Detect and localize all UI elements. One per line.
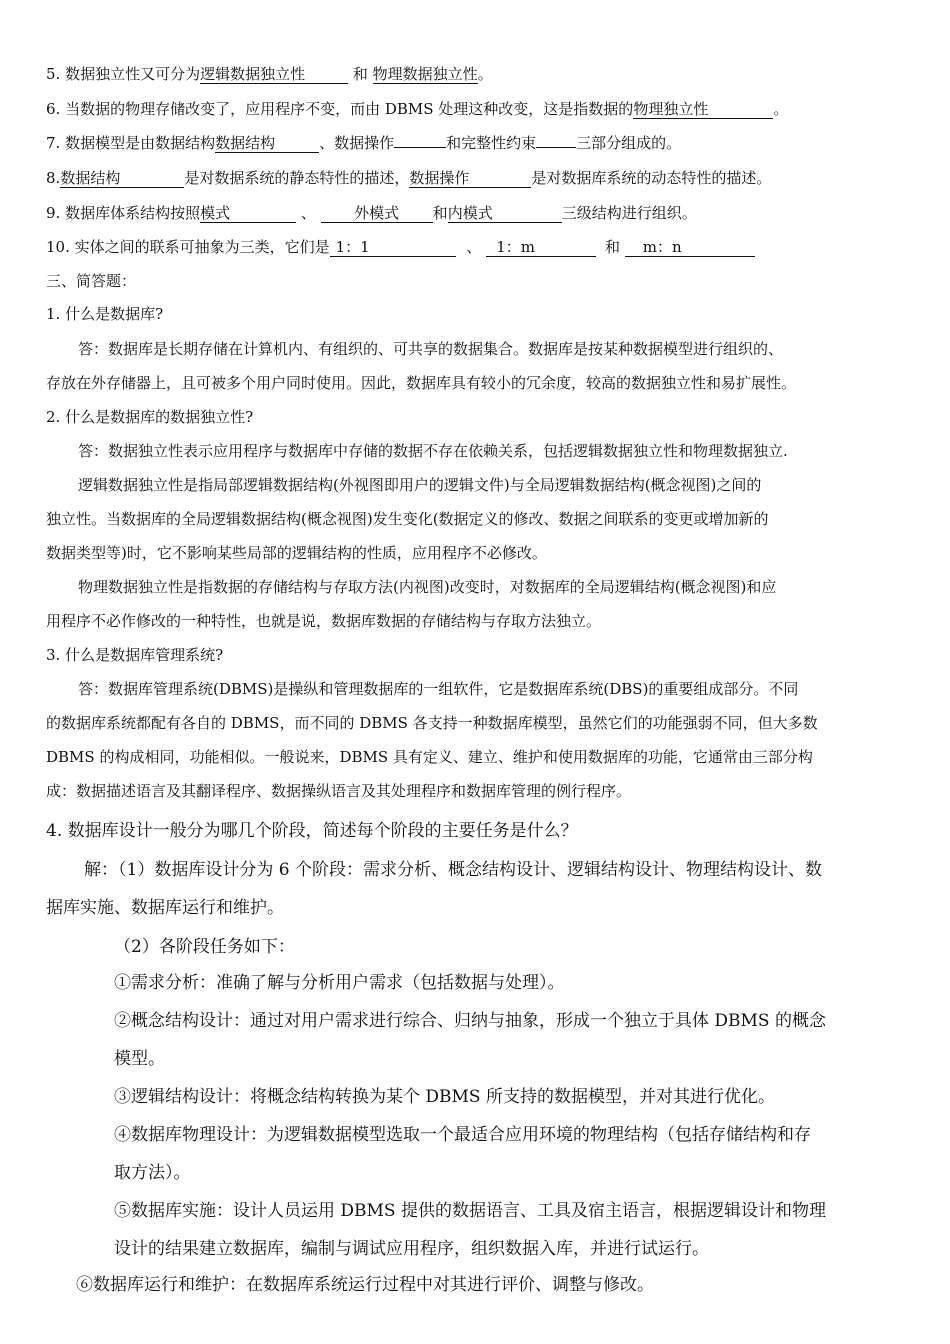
answer-blank: 外模式 [321, 204, 433, 223]
answer-line: 物理数据独立性是指数据的存储结构与存取方法(内视图)改变时，对数据库的全局逻辑结构(概念视图)和应 [78, 578, 777, 596]
question-text: 、 [300, 204, 316, 222]
answer-blank: 数据结构 [215, 134, 319, 153]
answer-blank: 物理数据独立性 [372, 65, 478, 83]
answer-blank: 内模式 [448, 204, 562, 223]
answer-blank: 1：1 [330, 238, 456, 257]
list-item: ⑤数据库实施：设计人员运用 DBMS 提供的数据语言、工具及宿主语言，根据逻辑设计和物理 [114, 1201, 826, 1221]
question-4: 4. 数据库设计一般分为哪几个阶段，简述每个阶段的主要任务是什么？ [46, 821, 578, 841]
question-text: 7. 数据模型是由数据结构 [46, 134, 216, 152]
question-text: 是对数据系统的静态特性的描述， [184, 169, 410, 187]
answer-line: 答：数据库是长期存储在计算机内、有组织的、可共享的数据集合。数据库是按某种数据模型进行组织的、 [78, 340, 784, 358]
section-heading: 三、简答题： [46, 272, 137, 290]
answer-line: 答：数据库管理系统(DBMS)是操纵和管理数据库的一组软件，它是数据库系统(DBS)的重要组成部分。不同 [78, 680, 799, 698]
answer-blank: 数据结构 [60, 169, 184, 188]
answer-line: 的数据库系统都配有各自的 DBMS，而不同的 DBMS 各支持一种数据库模型，虽然它们的功能强弱不同，但大多数 [46, 714, 818, 732]
fill-question-5 [46, 63, 493, 84]
answer-line: 据库实施、数据库运行和维护。 [46, 898, 284, 918]
answer-line: DBMS 的构成相同，功能相似。一般说来，DBMS 具有定义、建立、维护和使用数据库的功能，它通常由三部分构 [46, 748, 813, 766]
answer-line: 数据类型等)时，它不影响某些局部的逻辑结构的性质，应用程序不必修改。 [46, 544, 547, 562]
question-text: 8. [46, 169, 61, 187]
question-text: 。 [773, 100, 789, 118]
answer-line: 成：数据描述语言及其翻译程序、数据操纵语言及其处理程序和数据库管理的例行程序。 [46, 782, 632, 800]
answer-line: 存放在外存储器上，且可被多个用户同时使用。因此，数据库具有较小的冗余度，较高的数据独立性和易扩展性。 [46, 374, 797, 392]
list-item: 取方法）。 [114, 1163, 191, 1183]
answer-line: 逻辑数据独立性是指局部逻辑数据结构(外视图即用户的逻辑文件)与全局逻辑数据结构(概念视图)之间的 [78, 476, 762, 494]
fill-question-9 [46, 202, 697, 223]
list-item: ⑥数据库运行和维护：在数据库系统运行过程中对其进行评价、调整与修改。 [76, 1275, 654, 1295]
answer-blank: 数据操作 [409, 169, 531, 188]
fill-question-8 [46, 167, 771, 188]
answer-line: 解：（1）数据库设计分为 6 个阶段：需求分析、概念结构设计、逻辑结构设计、物理结构设计、数 [84, 860, 822, 880]
subheading: （2）各阶段任务如下： [114, 937, 295, 957]
answer-blank: 物理独立性 [633, 100, 773, 119]
question-text: 和 [432, 204, 448, 222]
question-text: 、数据操作 [319, 134, 395, 152]
answer-blank: 逻辑数据独立性 [200, 65, 348, 84]
question-text: 是对数据库系统的动态特性的描述。 [531, 169, 772, 187]
question-text: 和 [352, 65, 368, 83]
fill-question-7 [46, 132, 681, 153]
list-item: ③逻辑结构设计：将概念结构转换为某个 DBMS 所支持的数据模型，并对其进行优化。 [114, 1087, 775, 1107]
answer-blank: m：n [625, 238, 755, 257]
list-item: 设计的结果建立数据库，编制与调试应用程序，组织数据入库，并进行试运行。 [114, 1239, 709, 1259]
question-text: 和完整性约束 [446, 134, 537, 152]
fill-question-10 [46, 236, 755, 257]
question-text: 。 [477, 65, 493, 83]
question-text: 、 [466, 238, 482, 256]
answer-line: 用程序不必作修改的一种特性，也就是说，数据库数据的存储结构与存取方法独立。 [46, 612, 602, 630]
answer-line: 答：数据独立性表示应用程序与数据库中存储的数据不存在依赖关系，包括逻辑数据独立性和物理数据独立. [78, 442, 788, 460]
question-text: 10. 实体之间的联系可抽象为三类，它们是 [46, 238, 330, 256]
list-item: 模型。 [114, 1049, 165, 1069]
answer-line: 独立性。当数据库的全局逻辑数据结构(概念视图)发生变化(数据定义的修改、数据之间联系的变更或增加新的 [46, 510, 769, 528]
question-text: 6. 当数据的物理存储改变了，应用程序不变，而由 DBMS 处理这种改变，这是指数据的 [46, 100, 634, 118]
question-3: 3. 什么是数据库管理系统? [46, 646, 224, 664]
list-item: ④数据库物理设计：为逻辑数据模型选取一个最适合应用环境的物理结构（包括存储结构和存 [114, 1125, 811, 1145]
fill-question-6 [46, 98, 788, 119]
question-1: 1. 什么是数据库? [46, 305, 164, 323]
question-text: 9. 数据库体系结构按照 [46, 204, 201, 222]
list-item: ①需求分析：准确了解与分析用户需求（包括数据与处理）。 [114, 973, 565, 993]
answer-blank [394, 147, 446, 148]
question-text: 和 [604, 238, 620, 256]
question-text: 三部分组成的。 [576, 134, 682, 152]
question-text: 5. 数据独立性又可分为 [46, 65, 201, 83]
answer-blank: 1：m [486, 238, 596, 257]
answer-blank [536, 147, 576, 148]
list-item: ②概念结构设计：通过对用户需求进行综合、归纳与抽象，形成一个独立于具体 DBMS 的概念 [114, 1011, 826, 1031]
answer-blank: 模式 [200, 204, 296, 223]
question-text: 三级结构进行组织。 [561, 204, 697, 222]
question-2: 2. 什么是数据库的数据独立性? [46, 408, 254, 426]
